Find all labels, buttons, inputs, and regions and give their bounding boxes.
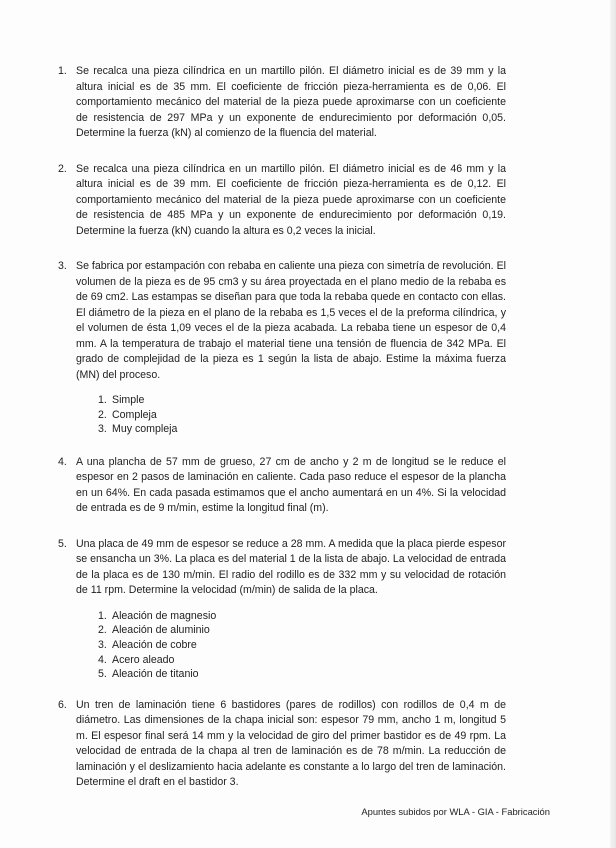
problem-list	[58, 64, 506, 811]
problem-number: 2.	[58, 162, 67, 175]
problem-item	[58, 162, 506, 240]
option-label: Aleación de cobre	[112, 638, 197, 651]
option-label: Compleja	[112, 408, 157, 421]
option-label: Aleación de titanio	[112, 668, 199, 681]
problem-number: 6.	[58, 698, 67, 711]
problem-text: A una plancha de 57 mm de grueso, 27 cm de ancho y 2 m de longitud se le reduce el espesor en 2 pasos de laminación en caliente. Cada paso reduce el espesor de la plancha en un 64%. En cada pasada estimamos que el ancho aumentará en un 4%. Si la velocidad de entrada es de 9 m/min, estime la longitud final (m).	[76, 455, 506, 515]
option-number: 1.	[98, 394, 107, 406]
page-footer: Apuntes subidos por WLA - GIA - Fabricación	[361, 806, 550, 817]
problem-text: Se recalca una pieza cilíndrica en un martillo pilón. El diámetro inicial es de 46 mm y la altura inicial es de 39 mm. El coeficiente de fricción pieza-herramienta es de 0,12. El comportamiento mecánico del material de la pieza puede aproximarse con un coeficiente de resistencia de 485 MPa y un exponente de endurecimiento por deformación 0,19. Determine la fuerza (kN) cuando la altura es 0,2 veces la inicial.	[76, 162, 506, 237]
option-item	[98, 408, 506, 423]
option-number: 3.	[98, 638, 107, 651]
option-number: 4.	[98, 653, 107, 666]
problem-number: 3.	[58, 260, 67, 272]
complexity-options-list	[98, 393, 506, 437]
option-number: 1.	[98, 609, 107, 622]
option-number: 5.	[98, 668, 107, 681]
option-label: Acero aleado	[112, 653, 175, 666]
problem-text: Se recalca una pieza cilíndrica en un martillo pilón. El diámetro inicial es de 39 mm y la altura inicial es de 35 mm. El coeficiente de fricción pieza-herramienta es de 0,06. El comportamiento mecánico del material de la pieza puede aproximarse con un coeficiente de resistencia de 297 MPa y un exponente de endurecimiento por deformación 0,05. Determine la fuerza (kN) al comienzo de la fluencia del material.	[76, 65, 506, 139]
option-label: Muy compleja	[112, 423, 178, 436]
option-label: Aleación de magnesio	[112, 609, 217, 622]
problem-number: 4.	[58, 455, 67, 468]
option-item	[98, 623, 506, 638]
option-label: Aleación de aluminio	[112, 624, 210, 637]
option-number: 2.	[98, 624, 107, 637]
page-edge-shadow	[610, 0, 616, 848]
option-number: 2.	[98, 408, 107, 421]
problem-item	[58, 537, 506, 682]
problem-item	[58, 64, 506, 142]
problem-text: Una placa de 49 mm de espesor se reduce a 28 mm. A medida que la placa pierde espesor se ensancha un 3%. La placa es del material 1 de la lista de abajo. La velocidad de entrada de la placa es de 130 m/min. El radio del rodillo es de 332 mm y su velocidad de rotación de 11 rpm. Determine la velocidad (m/min) de salida de la placa.	[76, 537, 506, 597]
problem-text: Un tren de laminación tiene 6 bastidores (pares de rodillos) con rodillos de 0,4 m de diámetro. Las dimensiones de la chapa inicial son: espesor 79 mm, ancho 1 m, longitud 5 m. El espesor final será 14 mm y la velocidad de giro del primer bastidor es de 49 rpm. La velocidad de entrada de la chapa al tren de laminación es de 78 m/min. La reducción de laminación y el deslizamiento hacia adelante es constante a lo largo del tren de laminación. Determine el draft en el bastidor 3.	[76, 698, 506, 789]
material-options-list	[98, 609, 506, 682]
option-label: Simple	[112, 394, 145, 406]
option-item	[98, 422, 506, 437]
problem-text: Se fabrica por estampación con rebaba en caliente una pieza con simetría de revolución. El volumen de la pieza es de 95 cm3 y su área proyectada en el plano medio de la rebaba es de 69 cm2. Las estampas se diseñan para que toda la rebaba quede en contacto con ellas. El diámetro de la pieza en el plano de la rebaba es 1,5 veces el de la preforma cilíndrica, y el volumen de ésta 1,09 veces el de la pieza acabada. La rebaba tiene un espesor de 0,4 mm. A la temperatura de trabajo el material tiene una tensión de fluencia de 342 MPa. El grado de complejidad de la pieza es 1 según la lista de abajo. Estime la máxima fuerza (MN) del proceso.	[76, 260, 506, 381]
option-item	[98, 393, 506, 408]
option-item	[98, 667, 506, 682]
problem-item	[58, 455, 506, 517]
problem-item	[58, 259, 506, 437]
option-number: 3.	[98, 423, 107, 436]
option-item	[98, 653, 506, 668]
problem-number: 5.	[58, 537, 67, 550]
option-item	[98, 609, 506, 624]
problem-item	[58, 698, 506, 791]
option-item	[98, 638, 506, 653]
problem-number: 1.	[58, 65, 67, 77]
